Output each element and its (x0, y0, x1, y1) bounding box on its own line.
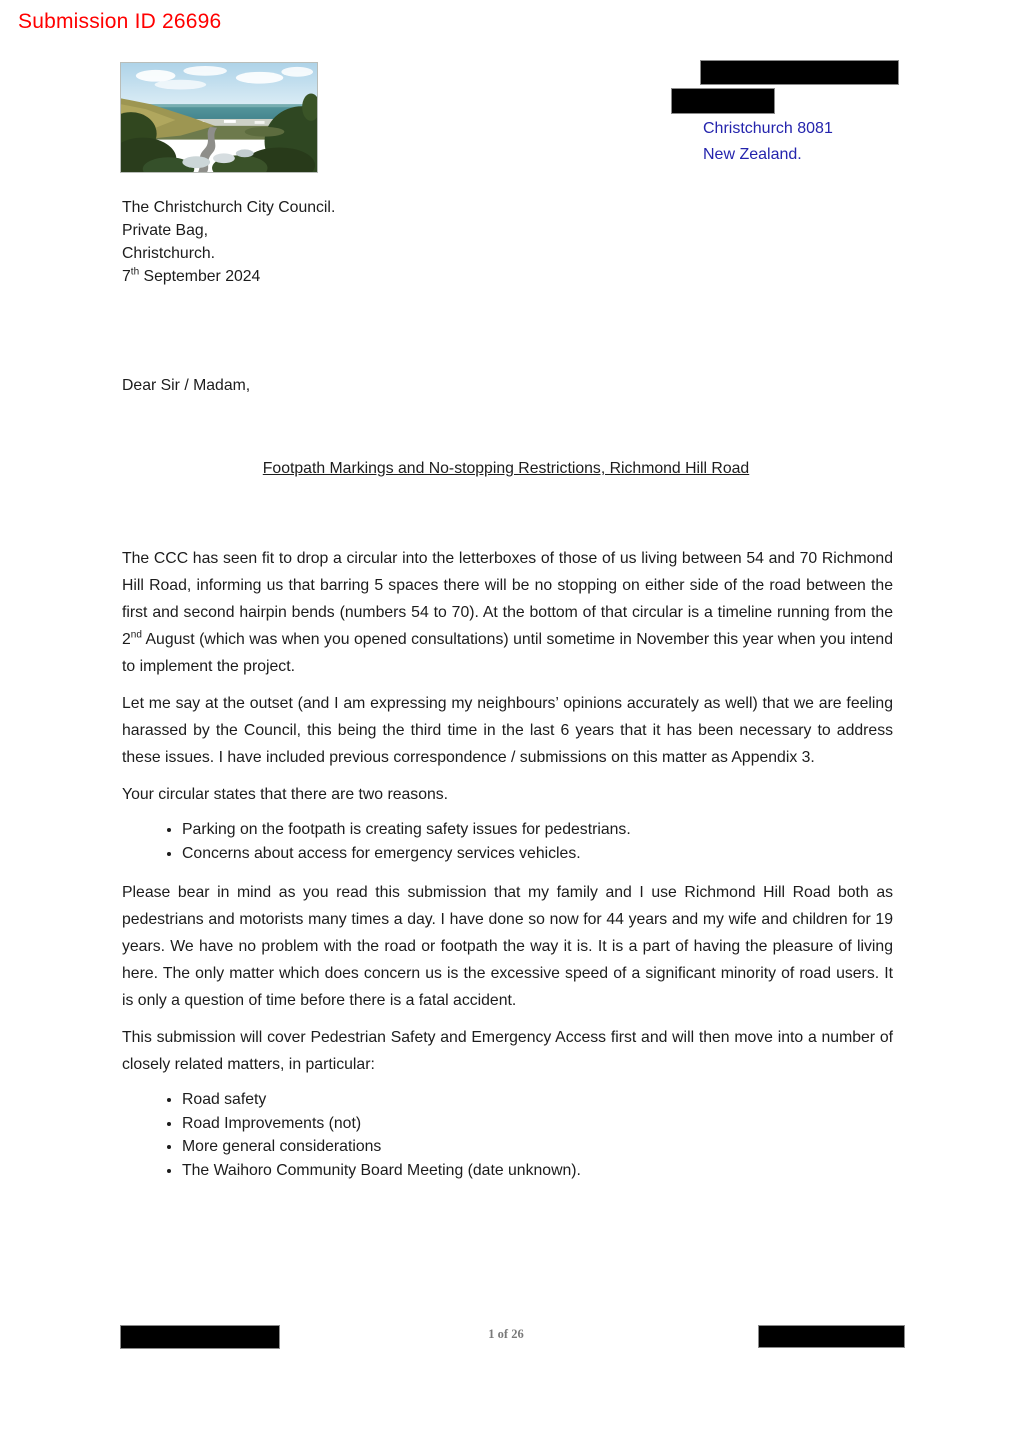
date-rest: September 2024 (139, 268, 261, 285)
paragraph-circular-text-1: The CCC has seen fit to drop a circular into the letterboxes of those of us living between 54 and 70 Richmond Hill Road, informing us that barring 5 spaces there will be no stopping on either side of the road between the first and second hairpin bends (numbers 54 to 70). At the bottom of that circular is a timeline running from the 2 (122, 550, 893, 648)
submission-id-label: Submission ID 26696 (18, 10, 222, 33)
paragraph-family-use: Please bear in mind as you read this submission that my family and I use Richmond Hill Road both as pedestrians and motorists many times a day. I have done so now for 44 years and my wife and children for 19 years. We have no problem with the road or footpath the way it is. It is a part of having the pleasure of living here. The only matter which does concern us is the excessive speed of a significant minority of road users. It is only a question of time before there is a fatal accident. (122, 884, 893, 1009)
recipient-line-3: Christchurch. (122, 245, 216, 262)
paragraph-circular (122, 545, 893, 680)
coastal-landscape-illustration (121, 63, 317, 172)
sender-country-line: New Zealand. (703, 146, 802, 163)
letter-body (122, 545, 893, 1196)
recipient-address-block (122, 196, 335, 288)
sender-address-block (703, 116, 833, 168)
list-item-road-safety: • Road safety (182, 1088, 893, 1112)
paragraph-circular-text-2: August (which was when you opened consultations) until sometime in November this year when you intend to implement the project. (122, 631, 893, 675)
recipient-line-2: Private Bag, (122, 222, 209, 239)
august-ordinal-suffix: nd (130, 629, 142, 641)
paragraph-submission-scope: This submission will cover Pedestrian Safety and Emergency Access first and will then move into a number of closely related matters, in particular: (122, 1029, 893, 1073)
paragraph-two-reasons: Your circular states that there are two reasons. (122, 786, 449, 803)
sender-city-line: Christchurch 8081 (703, 120, 833, 137)
header-photo (120, 62, 318, 173)
reasons-list (122, 818, 893, 865)
list-item-road-improvements: • Road Improvements (not) (182, 1112, 893, 1136)
subject-title: Footpath Markings and No-stopping Restrictions, Richmond Hill Road (262, 460, 750, 477)
salutation: Dear Sir / Madam, (122, 377, 251, 394)
redacted-street-address-bar (700, 60, 899, 85)
paragraph-harassed: Let me say at the outset (and I am expressing my neighbours’ opinions accurately as well) that we are feeling harassed by the Council, this being the third time in the last 6 years that it has been necessary to address these issues. I have included previous correspondence / submissions on this matter as Appendix 3. (122, 695, 893, 766)
date-day: 7 (122, 268, 131, 285)
date-ordinal-suffix: th (130, 266, 140, 278)
letter-date (122, 265, 335, 288)
redacted-suburb-bar (671, 88, 775, 114)
topics-list (122, 1088, 893, 1182)
list-item-reason-emergency: • Concerns about access for emergency services vehicles. (182, 842, 893, 866)
list-item-reason-parking: • Parking on the footpath is creating safety issues for pedestrians. (182, 818, 893, 842)
page-number: 1 of 26 (488, 1327, 524, 1341)
list-item-board-meeting: • The Waihoro Community Board Meeting (date unknown). (182, 1159, 893, 1183)
list-item-general-considerations: • More general considerations (182, 1135, 893, 1159)
recipient-line-1: The Christchurch City Council. (122, 199, 336, 216)
